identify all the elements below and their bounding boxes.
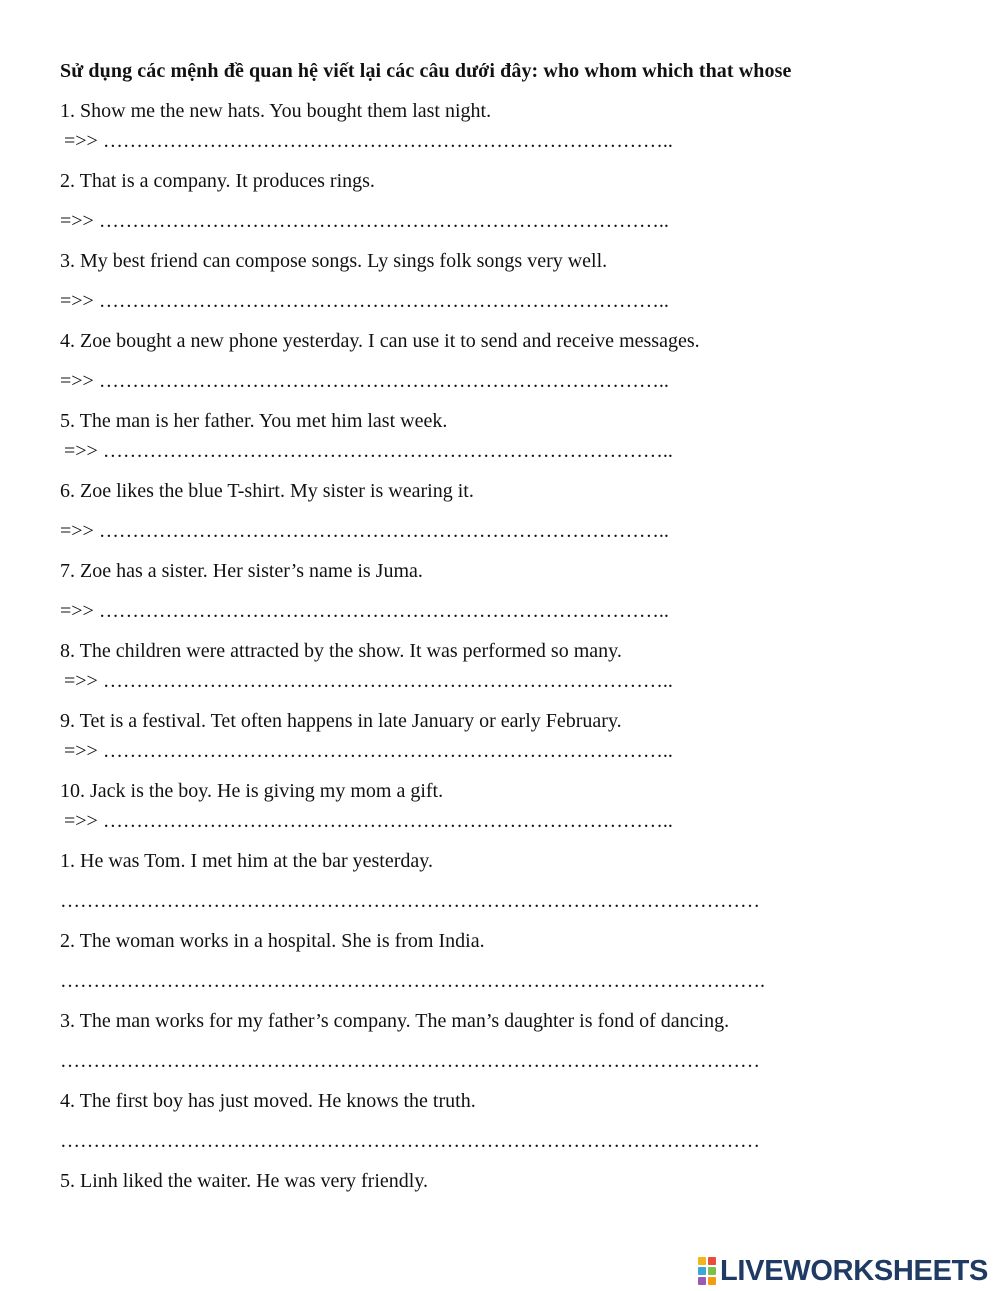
question-4: 4. Zoe bought a new phone yesterday. I can use it to send and receive messages. xyxy=(60,330,700,352)
logo-square xyxy=(698,1257,706,1265)
worksheet-title: Sử dụng các mệnh đề quan hệ viết lại các câu dưới đây: who whom which that whose xyxy=(60,60,792,82)
answer-line-3[interactable]: =>> ………………………………………………………………………….. xyxy=(60,290,669,312)
logo-square xyxy=(708,1257,716,1265)
question-6: 6. Zoe likes the blue T-shirt. My sister is wearing it. xyxy=(60,480,474,502)
answer-line-b2[interactable]: ……………………………………………………………………………………………. xyxy=(60,970,765,992)
question-2: 2. That is a company. It produces rings. xyxy=(60,170,375,192)
logo-square xyxy=(708,1277,716,1285)
answer-line-b4[interactable]: …………………………………………………………………………………………… xyxy=(60,1130,760,1152)
answer-line-4[interactable]: =>> ………………………………………………………………………….. xyxy=(60,370,669,392)
answer-line-b1[interactable]: …………………………………………………………………………………………… xyxy=(60,890,760,912)
answer-line-10[interactable]: =>> ………………………………………………………………………….. xyxy=(64,810,673,832)
answer-line-1[interactable]: =>> ………………………………………………………………………….. xyxy=(64,130,673,152)
logo-mark-icon xyxy=(698,1257,716,1285)
answer-line-b3[interactable]: …………………………………………………………………………………………… xyxy=(60,1050,760,1072)
logo-square xyxy=(708,1267,716,1275)
question-b5: 5. Linh liked the waiter. He was very friendly. xyxy=(60,1170,429,1192)
answer-line-7[interactable]: =>> ………………………………………………………………………….. xyxy=(60,600,669,622)
question-5: 5. The man is her father. You met him last week. xyxy=(60,410,448,432)
logo-text: LIVEWORKSHEETS xyxy=(720,1254,989,1287)
answer-line-2[interactable]: =>> ………………………………………………………………………….. xyxy=(60,210,669,232)
logo-square xyxy=(698,1267,706,1275)
answer-line-9[interactable]: =>> ………………………………………………………………………….. xyxy=(64,740,673,762)
question-b2: 2. The woman works in a hospital. She is from India. xyxy=(60,930,485,952)
logo-square xyxy=(698,1277,706,1285)
liveworksheets-logo xyxy=(698,1254,988,1288)
answer-line-8[interactable]: =>> ………………………………………………………………………….. xyxy=(64,670,673,692)
question-7: 7. Zoe has a sister. Her sister’s name is Juma. xyxy=(60,560,423,582)
question-1: 1. Show me the new hats. You bought them last night. xyxy=(60,100,492,122)
question-10: 10. Jack is the boy. He is giving my mom a gift. xyxy=(60,780,444,802)
question-b3: 3. The man works for my father’s company. The man’s daughter is fond of dancing. xyxy=(60,1010,730,1032)
question-b4: 4. The first boy has just moved. He knows the truth. xyxy=(60,1090,476,1112)
answer-line-5[interactable]: =>> ………………………………………………………………………….. xyxy=(64,440,673,462)
question-b1: 1. He was Tom. I met him at the bar yesterday. xyxy=(60,850,433,872)
answer-line-6[interactable]: =>> ………………………………………………………………………….. xyxy=(60,520,669,542)
question-3: 3. My best friend can compose songs. Ly sings folk songs very well. xyxy=(60,250,608,272)
question-8: 8. The children were attracted by the show. It was performed so many. xyxy=(60,640,622,662)
question-9: 9. Tet is a festival. Tet often happens in late January or early February. xyxy=(60,710,622,732)
